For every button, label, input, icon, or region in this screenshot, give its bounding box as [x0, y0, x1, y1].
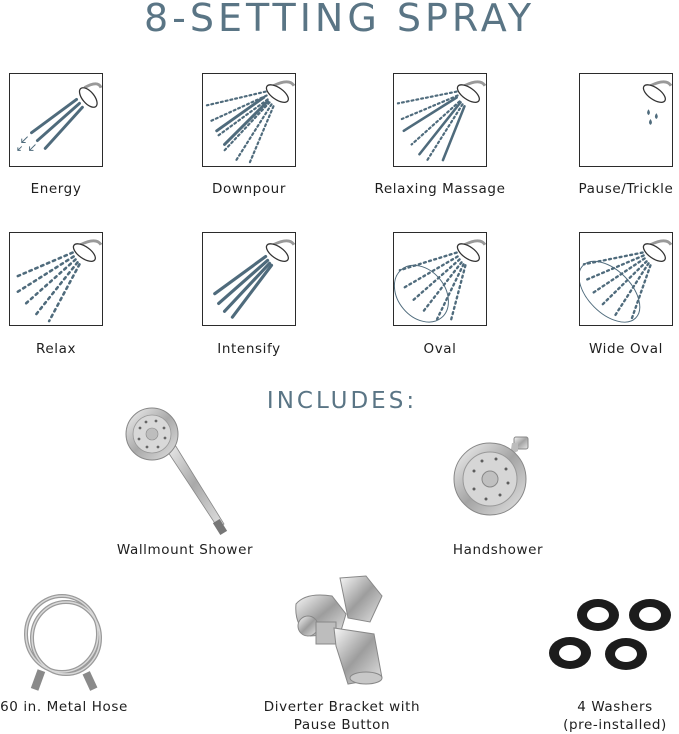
setting-label-relaxing-massage: Relaxing Massage — [374, 181, 506, 197]
washers-image — [548, 596, 678, 676]
setting-label-intensify: Intensify — [217, 341, 281, 357]
wallmount-shower-image — [120, 406, 230, 536]
oval-spray-icon — [393, 232, 487, 326]
handshower-image — [452, 433, 534, 519]
metal-hose-image — [16, 588, 114, 694]
wide-oval-spray-icon — [579, 232, 673, 326]
intensify-spray-icon — [202, 232, 296, 326]
setting-label-energy: Energy — [30, 181, 82, 197]
include-label-washers-line1: 4 Washers — [577, 699, 653, 715]
setting-label-oval: Oval — [423, 341, 457, 357]
pause-trickle-spray-icon — [579, 73, 673, 167]
relax-spray-icon — [9, 232, 103, 326]
includes-heading: INCLUDES: — [266, 388, 418, 414]
setting-label-relax: Relax — [35, 341, 77, 357]
relaxing-massage-spray-icon — [393, 73, 487, 167]
diverter-bracket-image — [286, 574, 402, 686]
setting-label-pause-trickle: Pause/Trickle — [578, 181, 674, 197]
include-label-washers-line2: (pre-installed) — [563, 717, 667, 733]
include-label-metal-hose: 60 in. Metal Hose — [0, 699, 128, 715]
downpour-spray-icon — [202, 73, 296, 167]
page-title: 8-SETTING SPRAY — [143, 0, 536, 40]
include-label-diverter-bracket-line1: Diverter Bracket with — [263, 699, 421, 715]
setting-label-wide-oval: Wide Oval — [588, 341, 663, 357]
energy-spray-icon — [9, 73, 103, 167]
include-label-handshower: Handshower — [452, 542, 544, 558]
include-label-diverter-bracket-line2: Pause Button — [293, 717, 391, 733]
include-label-wallmount-shower: Wallmount Shower — [116, 542, 254, 558]
setting-label-downpour: Downpour — [212, 181, 286, 197]
